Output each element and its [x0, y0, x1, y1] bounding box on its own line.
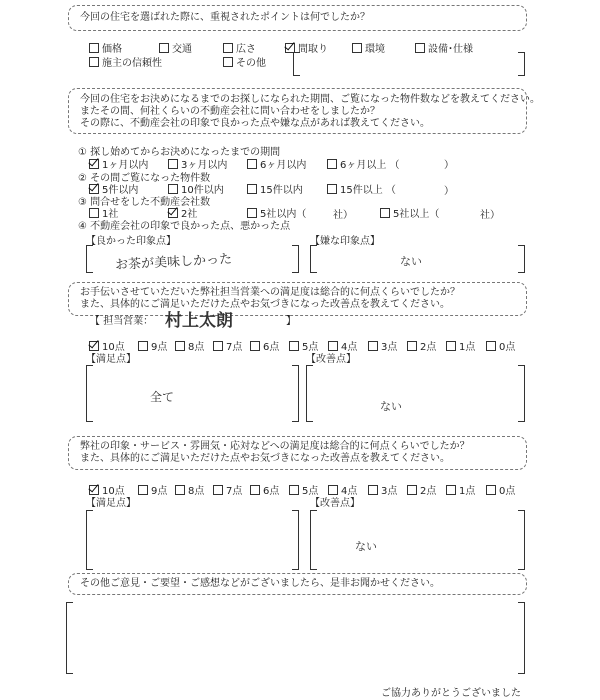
score-1-checkbox[interactable]	[213, 341, 223, 351]
score-2-improve-bracket-left	[310, 510, 317, 570]
question-4-line2: また、具体的にご満足いただけた点やお気づきになった改善点を教えてください。	[80, 453, 450, 464]
score-1-checkbox[interactable]	[486, 341, 496, 351]
score-1-option[interactable]	[175, 338, 204, 353]
score-1-option[interactable]	[213, 338, 242, 353]
q1-option[interactable]	[223, 54, 266, 69]
question-4-line1: 弊社の印象・サービス・雰囲気・応対などへの満足度は総合的に何点くらいでしたか？	[80, 441, 470, 452]
q1-checkbox[interactable]	[89, 43, 99, 53]
companies-option-label: 5社以上（	[393, 209, 440, 220]
companies-checkbox[interactable]	[380, 208, 390, 218]
question-2-line2: またその間、何社くらいの不動産会社に問い合わせをしましたか？	[80, 106, 380, 117]
period-option[interactable]	[247, 156, 306, 171]
score-2-checkbox[interactable]	[368, 485, 378, 495]
companies-option[interactable]	[380, 205, 439, 220]
period-checkbox[interactable]	[247, 159, 257, 169]
score-1-checkbox[interactable]	[289, 341, 299, 351]
score-2-option[interactable]	[250, 482, 279, 497]
period-checkbox[interactable]	[327, 159, 337, 169]
q1-option-label: 施主の信頼性	[102, 58, 162, 69]
score-1-improve-bracket-left	[306, 365, 313, 422]
period-option-label: 6ヶ月以上 （	[340, 160, 400, 171]
score-1-option-label: 3点	[381, 342, 398, 353]
score-2-improve-bracket-right	[518, 510, 525, 570]
companies-option-label: 1社	[102, 209, 119, 220]
period-checkbox[interactable]	[168, 159, 178, 169]
score-2-option-label: 4点	[341, 486, 358, 497]
score-2-option[interactable]	[446, 482, 475, 497]
score-2-checkbox[interactable]	[407, 485, 417, 495]
score-2-option-label: 1点	[459, 486, 476, 497]
properties-option-label: 15件以内	[260, 185, 303, 196]
score-1-option-label: 5点	[302, 342, 319, 353]
q1-option-label: 間取り	[298, 44, 328, 55]
score-2-checkbox[interactable]	[486, 485, 496, 495]
q1-checkbox[interactable]	[415, 43, 425, 53]
score-2-option-label: 0点	[499, 486, 516, 497]
score-2-checkbox[interactable]	[138, 485, 148, 495]
q1-option[interactable]	[285, 40, 328, 55]
bad-impression-label: 【嫌な印象点】	[310, 236, 380, 247]
score-1-option-label: 10点	[102, 342, 125, 353]
score-2-option-label: 2点	[420, 486, 437, 497]
period-option-label: 3ヶ月以内	[181, 160, 228, 171]
score-1-checkbox[interactable]	[250, 341, 260, 351]
bad-impression-bracket-left	[310, 245, 317, 273]
good-impression-label: 【良かった印象点】	[86, 236, 176, 247]
properties-close: ）	[444, 186, 454, 197]
companies-suffix-1: 社）	[333, 210, 353, 221]
q1-option-label: 価格	[102, 44, 122, 55]
score-1-option-label: 2点	[420, 342, 437, 353]
score-1-option[interactable]	[138, 338, 167, 353]
q1-answer-bracket-left	[293, 52, 300, 76]
bad-impression-bracket-right	[518, 245, 525, 273]
question-5-text: その他ご意見・ご要望・ご感想などがございましたら、是非お聞かせください。	[80, 578, 440, 589]
score-1-checkbox[interactable]	[446, 341, 456, 351]
score-1-option-label: 0点	[499, 342, 516, 353]
companies-option-label: 5社以内（	[260, 209, 307, 220]
score-1-option-label: 8点	[188, 342, 205, 353]
q1-option-label: その他	[236, 58, 266, 69]
score-1-option-label: 4点	[341, 342, 358, 353]
properties-option[interactable]	[247, 181, 303, 196]
comments-bracket-right	[518, 602, 525, 674]
properties-option[interactable]	[327, 181, 396, 196]
score-1-option-label: 7点	[226, 342, 243, 353]
score-2-option-label: 8点	[188, 486, 205, 497]
companies-suffix-2: 社）	[480, 210, 500, 221]
q1-option[interactable]	[89, 54, 162, 69]
impression-heading: ④ 不動産会社の印象で良かった点、悪かった点	[78, 221, 291, 232]
score-1-option[interactable]	[446, 338, 475, 353]
q1-option[interactable]	[223, 40, 256, 55]
q1-option-label: 交通	[172, 44, 192, 55]
score-1-checkbox[interactable]	[407, 341, 417, 351]
score-2-option-label: 6点	[263, 486, 280, 497]
score-1-option[interactable]	[368, 338, 397, 353]
q1-checkbox[interactable]	[352, 43, 362, 53]
q1-option[interactable]	[415, 40, 473, 55]
score-2-checkbox[interactable]	[175, 485, 185, 495]
score-2-option-label: 3点	[381, 486, 398, 497]
period-option-label: 6ヶ月以内	[260, 160, 307, 171]
question-2-line3: その際に、不動産会社の印象で良かった点や嫌な点があれば教えてください。	[80, 118, 430, 129]
score-2-checkbox[interactable]	[289, 485, 299, 495]
question-3-line2: また、具体的にご満足いただけた点やお気づきになった改善点を教えてください。	[80, 299, 450, 310]
score-1-improve-bracket-right	[518, 365, 525, 422]
q1-option[interactable]	[89, 40, 122, 55]
properties-option-label: 15件以上 （	[340, 185, 396, 196]
score-1-satisfied-answer: 全て	[150, 390, 175, 404]
score-2-checkbox[interactable]	[213, 485, 223, 495]
q1-option[interactable]	[159, 40, 192, 55]
comments-bracket-left	[66, 602, 73, 674]
period-option-label: 1ヶ月以内	[102, 160, 149, 171]
score-1-option-label: 9点	[151, 342, 168, 353]
score-2-improve-label: 【改善点】	[310, 498, 360, 509]
score-2-checkbox[interactable]	[250, 485, 260, 495]
score-1-option[interactable]	[407, 338, 436, 353]
period-option[interactable]	[327, 156, 400, 171]
properties-checkbox[interactable]	[327, 184, 337, 194]
score-2-checkbox[interactable]	[446, 485, 456, 495]
score-2-option[interactable]	[175, 482, 204, 497]
score-2-option-label: 5点	[302, 486, 319, 497]
properties-option-label: 5件以内	[102, 185, 139, 196]
score-1-satisfied-label: 【満足点】	[86, 354, 136, 365]
score-2-option-label: 7点	[226, 486, 243, 497]
properties-checkbox[interactable]	[247, 184, 257, 194]
score-2-option[interactable]	[486, 482, 515, 497]
period-heading: ① 探し始めてからお決めになったまでの期間	[78, 147, 281, 158]
score-2-option[interactable]	[213, 482, 242, 497]
properties-option-label: 10件以内	[181, 185, 224, 196]
score-1-option[interactable]	[250, 338, 279, 353]
score-2-option-label: 9点	[151, 486, 168, 497]
good-impression-bracket-right	[292, 245, 299, 273]
q1-checkbox[interactable]	[223, 57, 233, 67]
question-3-line1: お手伝いさせていただいた弊社担当営業への満足度は総合的に何点くらいでしたか？	[80, 287, 460, 298]
score-2-improve-answer: ない	[355, 540, 377, 553]
score-1-option-label: 6点	[263, 342, 280, 353]
score-2-satisfied-bracket-left	[86, 510, 93, 570]
good-impression-answer: お茶が美味しかった	[114, 251, 233, 274]
good-impression-bracket-left	[86, 245, 93, 273]
score-1-checkbox[interactable]	[175, 341, 185, 351]
score-2-satisfied-bracket-right	[292, 510, 299, 570]
score-2-option[interactable]	[138, 482, 167, 497]
staff-label-close: 】	[286, 316, 296, 327]
properties-heading: ② その間ご覧になった物件数	[78, 173, 211, 184]
score-2-option-label: 10点	[102, 486, 125, 497]
score-1-option[interactable]	[486, 338, 515, 353]
companies-option-label: 2社	[181, 209, 198, 220]
q1-checkbox[interactable]	[89, 57, 99, 67]
q1-checkbox[interactable]	[223, 43, 233, 53]
score-1-checkbox[interactable]	[138, 341, 148, 351]
q1-answer-bracket-right	[518, 52, 525, 76]
q1-checkbox[interactable]	[159, 43, 169, 53]
companies-heading: ③ 問合せをした不動産会社数	[78, 197, 211, 208]
q1-option-label: 設備･仕様	[428, 44, 473, 55]
score-2-satisfied-label: 【満足点】	[86, 498, 136, 509]
period-close: ）	[444, 160, 454, 171]
score-1-improve-label: 【改善点】	[306, 354, 356, 365]
score-2-option[interactable]	[368, 482, 397, 497]
staff-label: 【 担当営業：	[90, 316, 154, 327]
bad-impression-answer: ない	[400, 255, 422, 268]
period-checkbox[interactable]	[89, 159, 99, 169]
score-1-satisfied-bracket-left	[86, 365, 93, 422]
q1-option[interactable]	[352, 40, 385, 55]
question-2-line1: 今回の住宅をお決めになるまでのお探しになられた期間、ご覧になった物件数などを教えてください。	[80, 94, 540, 105]
q1-option-label: 広さ	[236, 44, 256, 55]
score-2-option[interactable]	[407, 482, 436, 497]
q1-option-label: 環境	[365, 44, 385, 55]
score-1-option-label: 1点	[459, 342, 476, 353]
staff-name: 村上太朗	[165, 311, 233, 331]
thanks-text: ご協力ありがとうございました	[381, 688, 521, 699]
score-1-checkbox[interactable]	[368, 341, 378, 351]
question-1-text: 今回の住宅を選ばれた際に、重視されたポイントは何でしたか？	[80, 12, 370, 23]
score-1-improve-answer: ない	[380, 400, 402, 413]
score-1-satisfied-bracket-right	[292, 365, 299, 422]
